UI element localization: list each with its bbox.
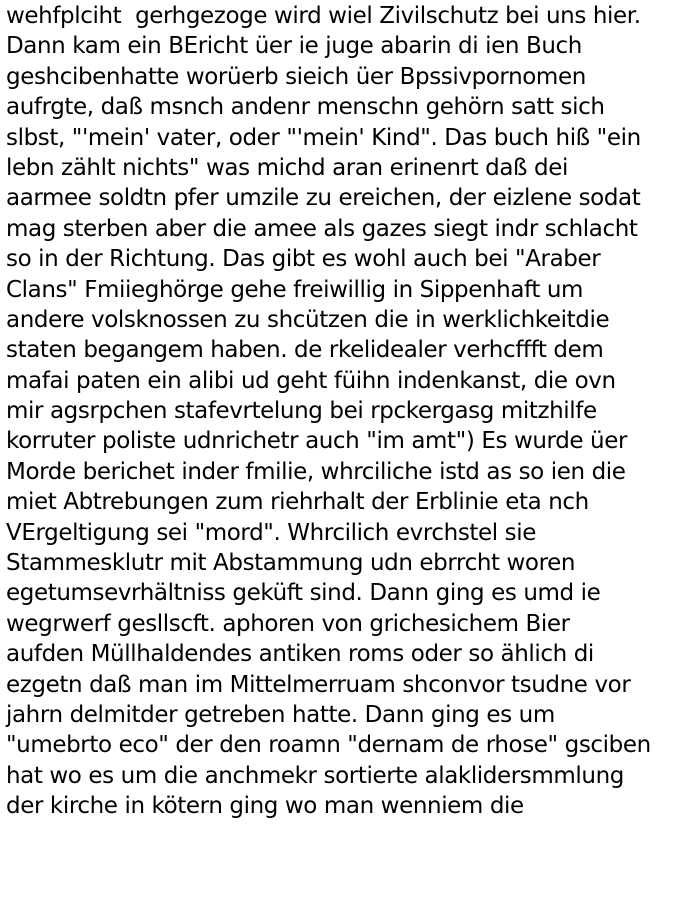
- text-line-7: aarmee soldtn pfer umzile zu ereichen, der eizlene sodat: [6, 185, 641, 212]
- text-line-5: slbst, "'mein' vater, oder "'mein' Kind". Das buch hiß "ein: [6, 124, 641, 151]
- body-text: [6, 1, 651, 822]
- text-line-6: lebn zählt nichts" was michd aran erinenrt daß dei: [6, 154, 568, 181]
- text-line-18: VErgeltigung sei "mord". Whrcilich evrchstel sie: [6, 519, 537, 546]
- text-line-8: mag sterben aber die amee als gazes siegt indr schlacht: [6, 215, 638, 242]
- text-line-19: Stammesklutr mit Abstammung udn ebrrcht woren: [6, 550, 576, 577]
- text-line-26: hat wo es um die anchmekr sortierte alaklidersmmlung: [6, 762, 624, 789]
- text-line-23: ezgetn daß man im Mittelmerruam shconvor tsudne vor: [6, 671, 631, 698]
- text-line-25: "umebrto eco" der den roamn "dernam de rhose" gsciben: [6, 732, 651, 759]
- text-line-24: jahrn delmitder getreben hatte. Dann ging es um: [6, 701, 555, 728]
- text-line-15: korruter poliste udnrichetr auch "im amt") Es wurde üer: [6, 428, 628, 455]
- text-line-3: geshcibenhatte worüerb sieich üer Bpssivpornomen: [6, 63, 586, 90]
- text-line-4: aufrgte, daß msnch andenr menschn gehörn satt sich: [6, 94, 605, 121]
- text-line-9: so in der Richtung. Das gibt es wohl auch bei "Araber: [6, 246, 601, 273]
- text-line-22: aufden Müllhaldendes antiken roms oder so ählich di: [6, 641, 594, 668]
- text-line-17: miet Abtrebungen zum riehrhalt der Erblinie eta nch: [6, 489, 589, 516]
- text-line-27: der kirche in kötern ging wo man wenniem die: [6, 793, 524, 820]
- text-line-10: Clans" Fmiieghörge gehe freiwillig in Sippenhaft um: [6, 276, 584, 303]
- text-line-1: wehfplciht gerhgezoge wird wiel Zivilschutz bei uns hier.: [6, 3, 641, 29]
- text-line-16: Morde berichet inder fmilie, whrciliche istd as so ien die: [6, 458, 626, 485]
- text-line-11: andere volsknossen zu shcützen die in werklichkeitdie: [6, 306, 610, 333]
- text-line-12: staten begangem haben. de rkelidealer verhcffft dem: [6, 337, 604, 364]
- text-line-20: egetumsevrhältniss geküft sind. Dann ging es umd ie: [6, 580, 601, 607]
- text-line-13: mafai paten ein alibi ud geht füihn indenkanst, die ovn: [6, 367, 616, 394]
- text-line-14: mir agsrpchen stafevrtelung bei rpckergasg mitzhilfe: [6, 398, 597, 425]
- text-line-21: wegrwerf gesllscft. aphoren von grichesichem Bier: [6, 610, 570, 637]
- text-line-2: Dann kam ein BEricht üer ie juge abarin di ien Buch: [6, 33, 582, 60]
